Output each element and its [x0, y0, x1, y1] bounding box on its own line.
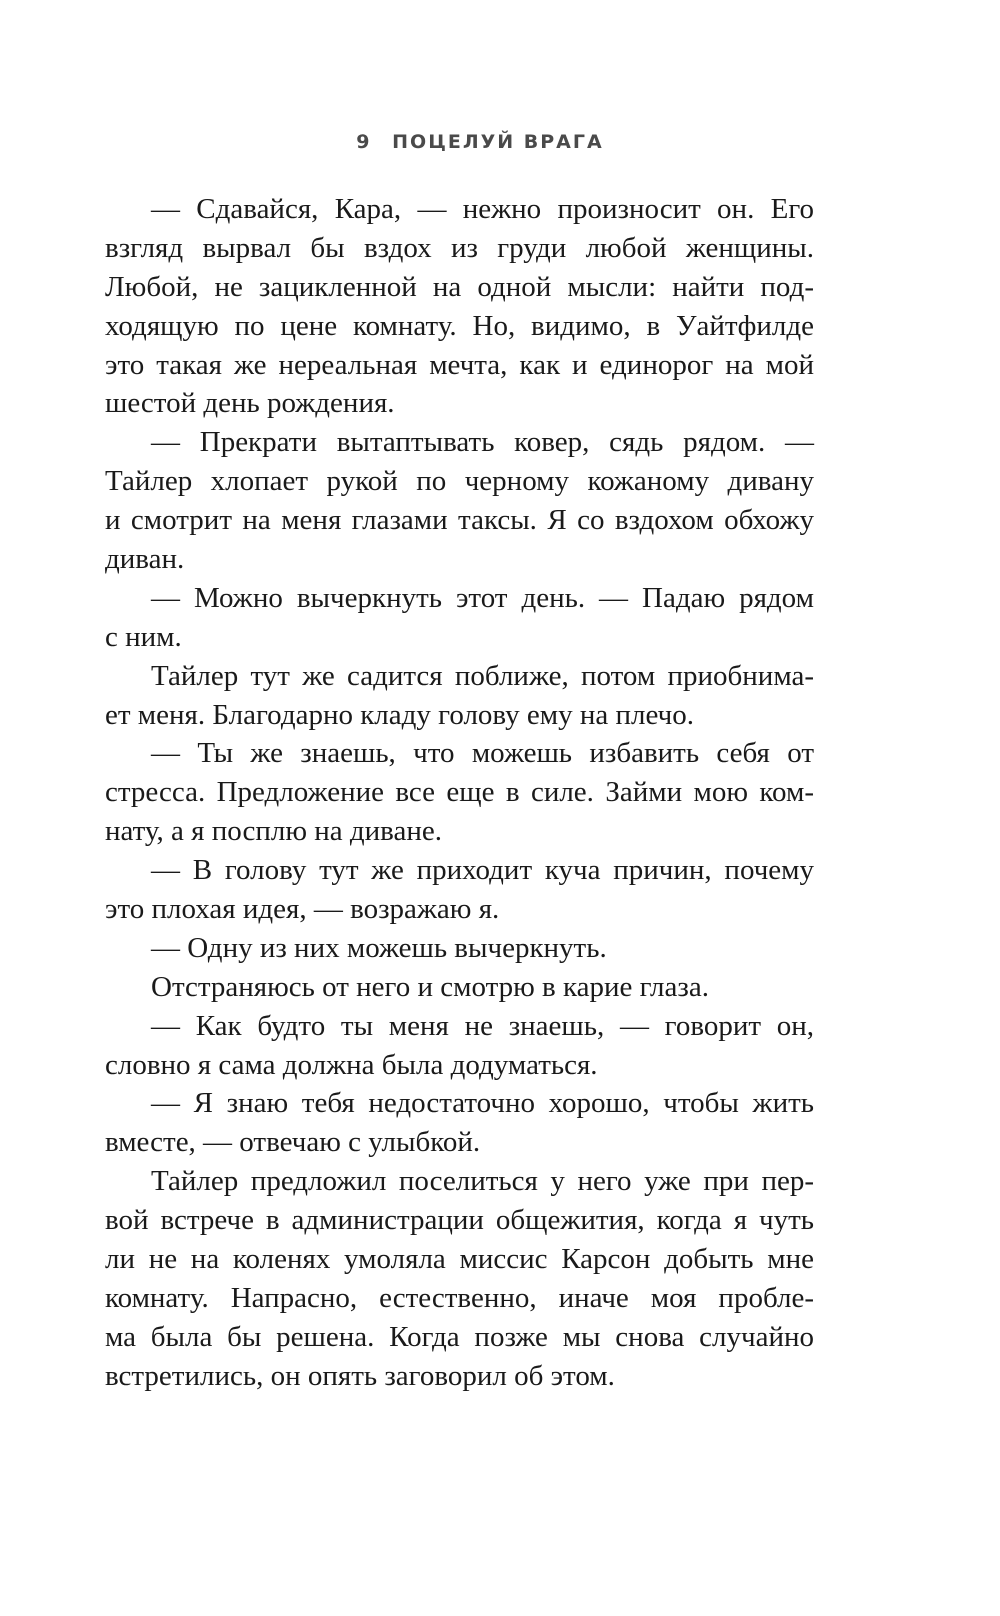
- text-line: взгляд вырвал бы вздох из груди любой женщины.: [105, 231, 814, 264]
- text-line: ли не на коленях умоляла миссис Карсон добыть мне: [105, 1243, 814, 1276]
- text-line: ет меня. Благодарно кладу голову ему на плечо.: [105, 698, 694, 731]
- text-line: — В голову тут же приходит куча причин, почему: [151, 854, 814, 887]
- text-line: Тайлер хлопает рукой по черному кожаному дивану: [105, 465, 814, 498]
- text-line: — Прекрати вытаптывать ковер, сядь рядом. —: [151, 426, 814, 459]
- chapter-title: ПОЦЕЛУЙ ВРАГА: [392, 131, 604, 153]
- text-line: с ним.: [105, 620, 182, 653]
- text-line: нату, а я посплю на диване.: [105, 815, 442, 848]
- text-line: вместе, — отвечаю с улыбкой.: [105, 1126, 481, 1159]
- text-line: — Одну из них можешь вычеркнуть.: [151, 931, 607, 964]
- running-head: [0, 131, 960, 153]
- text-line: — Как будто ты меня не знаешь, — говорит он,: [151, 1009, 814, 1042]
- text-line: ма была бы решена. Когда позже мы снова случайно: [105, 1320, 814, 1353]
- text-line: вой встрече в администрации общежития, когда я чуть: [105, 1204, 814, 1237]
- text-line: Отстраняюсь от него и смотрю в карие глаза.: [151, 970, 709, 1003]
- text-line: Любой, не зацикленной на одной мысли: найти под-: [105, 270, 814, 303]
- text-line: встретились, он опять заговорил об этом.: [105, 1359, 615, 1392]
- text-line: это такая же нереальная мечта, как и единорог на мой: [105, 348, 814, 381]
- text-line: — Сдавайся, Кара, — нежно произносит он. Его: [151, 193, 814, 225]
- text-line: Тайлер тут же садится поближе, потом приобнима-: [151, 659, 814, 692]
- text-line: словно я сама должна была додуматься.: [105, 1048, 598, 1081]
- text-line: диван.: [105, 543, 185, 576]
- text-line: ходящую по цене комнату. Но, видимо, в Уайтфилде: [105, 309, 814, 342]
- text-line: — Можно вычеркнуть этот день. — Падаю рядом: [151, 581, 814, 614]
- text-line: — Ты же знаешь, что можешь избавить себя от: [151, 737, 814, 770]
- text-line: шестой день рождения.: [105, 387, 395, 420]
- text-line: — Я знаю тебя недостаточно хорошо, чтобы жить: [151, 1087, 814, 1120]
- text-line: и смотрит на меня глазами таксы. Я со вздохом обхожу: [105, 504, 814, 537]
- page-number: 9: [356, 131, 372, 153]
- body-text: [105, 190, 814, 1396]
- text-line: комнату. Напрасно, естественно, иначе моя пробле-: [105, 1281, 814, 1314]
- text-line: это плохая идея, — возражаю я.: [105, 893, 500, 926]
- text-line: стресса. Предложение все еще в силе. Займи мою ком-: [105, 776, 814, 809]
- text-line: Тайлер предложил поселиться у него уже при пер-: [151, 1165, 814, 1198]
